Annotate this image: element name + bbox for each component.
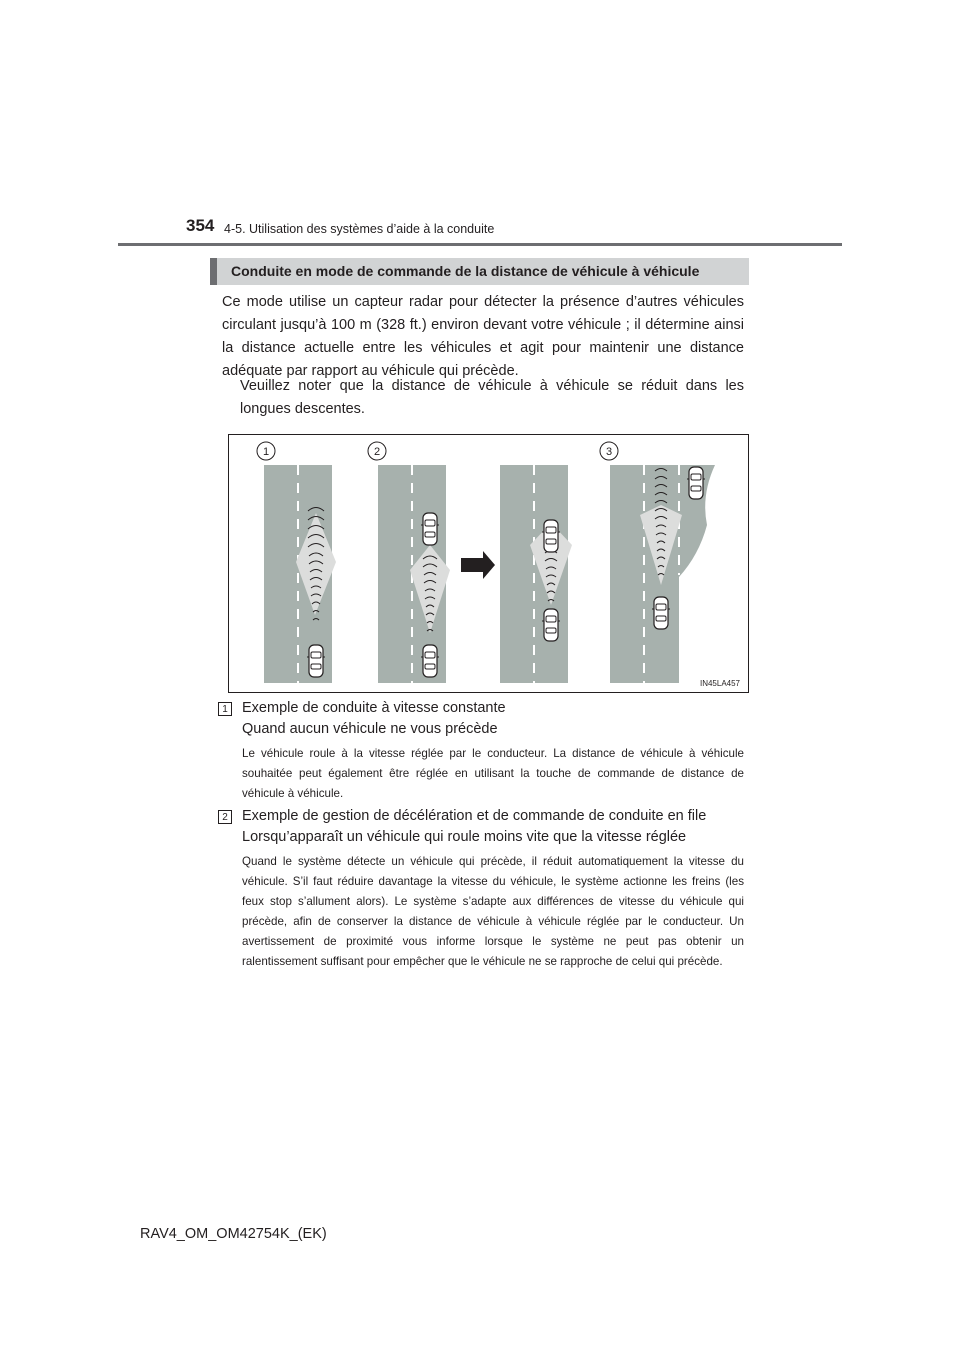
running-head: 4-5. Utilisation des systèmes d’aide à la conduite (224, 222, 495, 236)
item-1-marker: 1 (218, 702, 232, 716)
item-1-title-line2: Quand aucun véhicule ne vous précède (242, 721, 498, 737)
figure-code: IN45LA457 (699, 679, 740, 688)
figure-marker-2-label: 2 (373, 446, 381, 458)
figure-marker-2 (368, 442, 386, 460)
item-1-title-line1: Exemple de conduite à vitesse constante (242, 700, 506, 716)
road-panel-1 (264, 465, 377, 683)
road-panel-2 (378, 465, 450, 683)
page-number: 354 (186, 216, 215, 235)
intro-paragraph: Ce mode utilise un capteur radar pour détecter la présence d’autres véhicules circulant jusqu’à 100 m (328 ft.) environ devant votre véhicule ; il détermine ainsi la distance actuelle entre les véhicules et agit pour maintenir une distance adéquate par rapport au véhicule qui précède. (222, 294, 744, 379)
figure-marker-3-label: 3 (605, 446, 613, 458)
figure-illustration (229, 435, 748, 692)
transition-arrow (461, 551, 495, 579)
item-2-title-line1: Exemple de gestion de décélération et de commande de conduite en file (242, 808, 707, 824)
road-panel-3 (500, 465, 572, 683)
radar-cruise-figure (228, 434, 749, 693)
item-1-title (242, 698, 506, 740)
figure-marker-1-label: 1 (262, 446, 270, 458)
road-panel-4 (610, 465, 715, 683)
item-2-description: Quand le système détecte un véhicule qui précède, il réduit automatiquement la vitesse du véhicule. S’il faut réduire davantage la vitesse du véhicule, le système actionne les freins (les feux stop s’allument alors). Le système s’adapte aux différences de vitesse du véhicule qui précède, afin de conserver la distance de véhicule à véhicule réglée par le conducteur. Un avertissement de proximité vous informe lorsque le système ne peut pas obtenir un ralentissement suffisant pour empêcher que le véhicule ne se rapproche de celui qui précède. (242, 855, 744, 968)
intro-note: Veuillez noter que la distance de véhicule à véhicule se réduit dans les longues descentes. (240, 378, 744, 417)
header-rule (118, 243, 842, 246)
figure-marker-1 (257, 442, 275, 460)
item-1-description: Le véhicule roule à la vitesse réglée par le conducteur. La distance de véhicule à véhicule souhaitée peut également être réglée en utilisant la touche de commande de distance de véhicule à véhicule. (242, 747, 744, 800)
figure-marker-3 (600, 442, 618, 460)
footer-doc-code: RAV4_OM_OM42754K_(EK) (140, 1226, 327, 1242)
item-2-marker: 2 (218, 810, 232, 824)
section-heading-box (210, 258, 749, 285)
section-title: Conduite en mode de commande de la distance de véhicule à véhicule (231, 263, 700, 279)
item-2-title-line2: Lorsqu’apparaît un véhicule qui roule moins vite que la vitesse réglée (242, 829, 687, 845)
item-2-title (242, 806, 706, 848)
